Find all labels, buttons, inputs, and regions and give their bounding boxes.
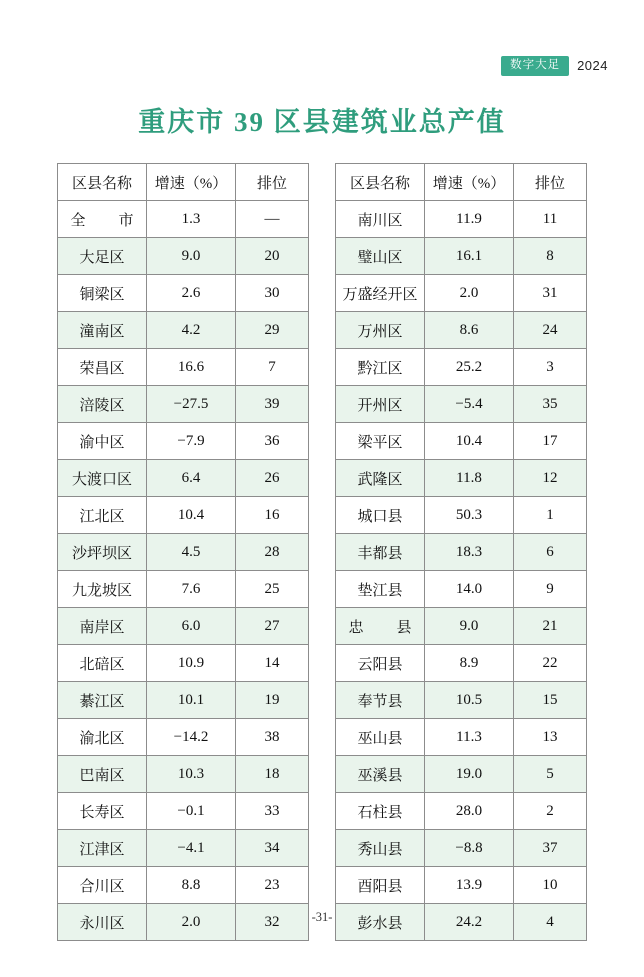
table-row [58, 793, 309, 830]
cell-district-name: 涪陵区 [58, 386, 147, 423]
right-data-table [335, 163, 587, 941]
cell-district-name: 荣昌区 [58, 349, 147, 386]
table-row [336, 645, 587, 682]
cell-growth-rate: 2.0 [147, 904, 236, 941]
cell-district-name: 合川区 [58, 867, 147, 904]
cell-rank: — [236, 201, 309, 238]
cell-growth-rate: 6.0 [147, 608, 236, 645]
cell-rank: 8 [514, 238, 587, 275]
cell-rank: 35 [514, 386, 587, 423]
cell-growth-rate: 11.8 [425, 460, 514, 497]
cell-district-name: 黔江区 [336, 349, 425, 386]
column-header-rank: 排位 [514, 164, 587, 201]
table-row [58, 349, 309, 386]
cell-district-name: 彭水县 [336, 904, 425, 941]
cell-district-name: 巴南区 [58, 756, 147, 793]
column-header-name: 区县名称 [58, 164, 147, 201]
table-row [58, 423, 309, 460]
cell-rank: 16 [236, 497, 309, 534]
table-row [58, 571, 309, 608]
cell-district-name: 梁平区 [336, 423, 425, 460]
cell-district-name: 垫江县 [336, 571, 425, 608]
cell-rank: 27 [236, 608, 309, 645]
cell-rank: 1 [514, 497, 587, 534]
tables-container [0, 163, 644, 941]
cell-growth-rate: 11.9 [425, 201, 514, 238]
table-row [336, 423, 587, 460]
cell-growth-rate: 10.4 [147, 497, 236, 534]
cell-district-name: 全 市 [58, 201, 147, 238]
cell-growth-rate: 50.3 [425, 497, 514, 534]
cell-rank: 11 [514, 201, 587, 238]
cell-growth-rate: 9.0 [425, 608, 514, 645]
cell-district-name: 九龙坡区 [58, 571, 147, 608]
cell-rank: 23 [236, 867, 309, 904]
cell-district-name: 大足区 [58, 238, 147, 275]
cell-rank: 21 [514, 608, 587, 645]
table-row [336, 682, 587, 719]
cell-district-name: 万州区 [336, 312, 425, 349]
cell-rank: 10 [514, 867, 587, 904]
cell-rank: 28 [236, 534, 309, 571]
cell-rank: 4 [514, 904, 587, 941]
cell-growth-rate: 8.8 [147, 867, 236, 904]
table-row [58, 830, 309, 867]
cell-growth-rate: −7.9 [147, 423, 236, 460]
left-table-body [58, 201, 309, 941]
cell-growth-rate: 10.3 [147, 756, 236, 793]
cell-rank: 25 [236, 571, 309, 608]
cell-rank: 9 [514, 571, 587, 608]
cell-district-name: 巫溪县 [336, 756, 425, 793]
cell-rank: 6 [514, 534, 587, 571]
cell-growth-rate: −27.5 [147, 386, 236, 423]
table-row [336, 275, 587, 312]
table-row [336, 238, 587, 275]
left-data-table [57, 163, 309, 941]
cell-growth-rate: 25.2 [425, 349, 514, 386]
table-row [58, 201, 309, 238]
cell-rank: 30 [236, 275, 309, 312]
table-row [336, 312, 587, 349]
table-header-row [58, 164, 309, 201]
cell-rank: 36 [236, 423, 309, 460]
cell-district-name: 秀山县 [336, 830, 425, 867]
cell-district-name: 万盛经开区 [336, 275, 425, 312]
cell-rank: 22 [514, 645, 587, 682]
cell-district-name: 巫山县 [336, 719, 425, 756]
cell-growth-rate: 11.3 [425, 719, 514, 756]
cell-growth-rate: 7.6 [147, 571, 236, 608]
page-header [501, 56, 608, 76]
table-row [336, 756, 587, 793]
cell-rank: 5 [514, 756, 587, 793]
column-header-rank: 排位 [236, 164, 309, 201]
cell-district-name: 酉阳县 [336, 867, 425, 904]
table-row [336, 460, 587, 497]
cell-rank: 2 [514, 793, 587, 830]
table-row [336, 830, 587, 867]
cell-growth-rate: −0.1 [147, 793, 236, 830]
column-header-name: 区县名称 [336, 164, 425, 201]
cell-growth-rate: 10.4 [425, 423, 514, 460]
cell-rank: 19 [236, 682, 309, 719]
table-row [58, 682, 309, 719]
cell-growth-rate: 24.2 [425, 904, 514, 941]
table-row [58, 645, 309, 682]
page-number: -31- [311, 910, 333, 924]
cell-growth-rate: 2.6 [147, 275, 236, 312]
table-row [336, 497, 587, 534]
cell-growth-rate: 9.0 [147, 238, 236, 275]
cell-rank: 13 [514, 719, 587, 756]
table-row [58, 534, 309, 571]
table-row [58, 608, 309, 645]
table-row [58, 460, 309, 497]
cell-district-name: 沙坪坝区 [58, 534, 147, 571]
cell-growth-rate: −5.4 [425, 386, 514, 423]
cell-rank: 37 [514, 830, 587, 867]
cell-growth-rate: 1.3 [147, 201, 236, 238]
cell-district-name: 永川区 [58, 904, 147, 941]
table-row [58, 756, 309, 793]
cell-district-name: 云阳县 [336, 645, 425, 682]
cell-growth-rate: −8.8 [425, 830, 514, 867]
cell-rank: 17 [514, 423, 587, 460]
column-header-rate: 增速（%） [147, 164, 236, 201]
table-row [336, 793, 587, 830]
table-row [58, 238, 309, 275]
publication-badge: 数字大足 [501, 56, 569, 76]
table-row [336, 867, 587, 904]
cell-district-name: 开州区 [336, 386, 425, 423]
cell-district-name: 武隆区 [336, 460, 425, 497]
table-row [336, 571, 587, 608]
table-row [336, 386, 587, 423]
cell-rank: 15 [514, 682, 587, 719]
table-row [336, 534, 587, 571]
cell-district-name: 江北区 [58, 497, 147, 534]
cell-rank: 18 [236, 756, 309, 793]
cell-district-name: 丰都县 [336, 534, 425, 571]
right-table-body [336, 201, 587, 941]
cell-growth-rate: 2.0 [425, 275, 514, 312]
cell-district-name: 城口县 [336, 497, 425, 534]
cell-growth-rate: 4.2 [147, 312, 236, 349]
cell-rank: 32 [236, 904, 309, 941]
cell-district-name: 綦江区 [58, 682, 147, 719]
cell-rank: 39 [236, 386, 309, 423]
cell-growth-rate: 16.1 [425, 238, 514, 275]
year-label: 2024 [577, 58, 608, 74]
table-row [336, 719, 587, 756]
cell-rank: 20 [236, 238, 309, 275]
cell-rank: 38 [236, 719, 309, 756]
cell-rank: 14 [236, 645, 309, 682]
cell-district-name: 长寿区 [58, 793, 147, 830]
table-row [336, 608, 587, 645]
cell-rank: 31 [514, 275, 587, 312]
table-header-row [336, 164, 587, 201]
cell-growth-rate: 14.0 [425, 571, 514, 608]
cell-growth-rate: 19.0 [425, 756, 514, 793]
cell-rank: 7 [236, 349, 309, 386]
cell-growth-rate: 10.1 [147, 682, 236, 719]
cell-district-name: 江津区 [58, 830, 147, 867]
cell-rank: 12 [514, 460, 587, 497]
cell-district-name: 渝中区 [58, 423, 147, 460]
cell-rank: 24 [514, 312, 587, 349]
table-row [58, 386, 309, 423]
cell-district-name: 大渡口区 [58, 460, 147, 497]
cell-growth-rate: 28.0 [425, 793, 514, 830]
table-row [58, 497, 309, 534]
cell-district-name: 忠 县 [336, 608, 425, 645]
cell-district-name: 奉节县 [336, 682, 425, 719]
cell-district-name: 潼南区 [58, 312, 147, 349]
table-row [336, 349, 587, 386]
cell-growth-rate: 18.3 [425, 534, 514, 571]
cell-growth-rate: 10.5 [425, 682, 514, 719]
cell-rank: 3 [514, 349, 587, 386]
cell-growth-rate: 10.9 [147, 645, 236, 682]
cell-growth-rate: 8.9 [425, 645, 514, 682]
table-row [336, 201, 587, 238]
cell-district-name: 石柱县 [336, 793, 425, 830]
cell-growth-rate: 8.6 [425, 312, 514, 349]
cell-district-name: 北碚区 [58, 645, 147, 682]
column-header-rate: 增速（%） [425, 164, 514, 201]
page-title: 重庆市 39 区县建筑业总产值 [138, 107, 506, 137]
table-row [58, 719, 309, 756]
cell-growth-rate: 16.6 [147, 349, 236, 386]
cell-growth-rate: 6.4 [147, 460, 236, 497]
table-row [58, 275, 309, 312]
cell-growth-rate: 4.5 [147, 534, 236, 571]
cell-rank: 29 [236, 312, 309, 349]
cell-rank: 34 [236, 830, 309, 867]
table-row [58, 867, 309, 904]
cell-district-name: 南川区 [336, 201, 425, 238]
cell-growth-rate: −4.1 [147, 830, 236, 867]
cell-district-name: 铜梁区 [58, 275, 147, 312]
cell-district-name: 璧山区 [336, 238, 425, 275]
cell-district-name: 南岸区 [58, 608, 147, 645]
cell-district-name: 渝北区 [58, 719, 147, 756]
cell-growth-rate: 13.9 [425, 867, 514, 904]
cell-rank: 26 [236, 460, 309, 497]
cell-rank: 33 [236, 793, 309, 830]
table-row [58, 312, 309, 349]
cell-growth-rate: −14.2 [147, 719, 236, 756]
